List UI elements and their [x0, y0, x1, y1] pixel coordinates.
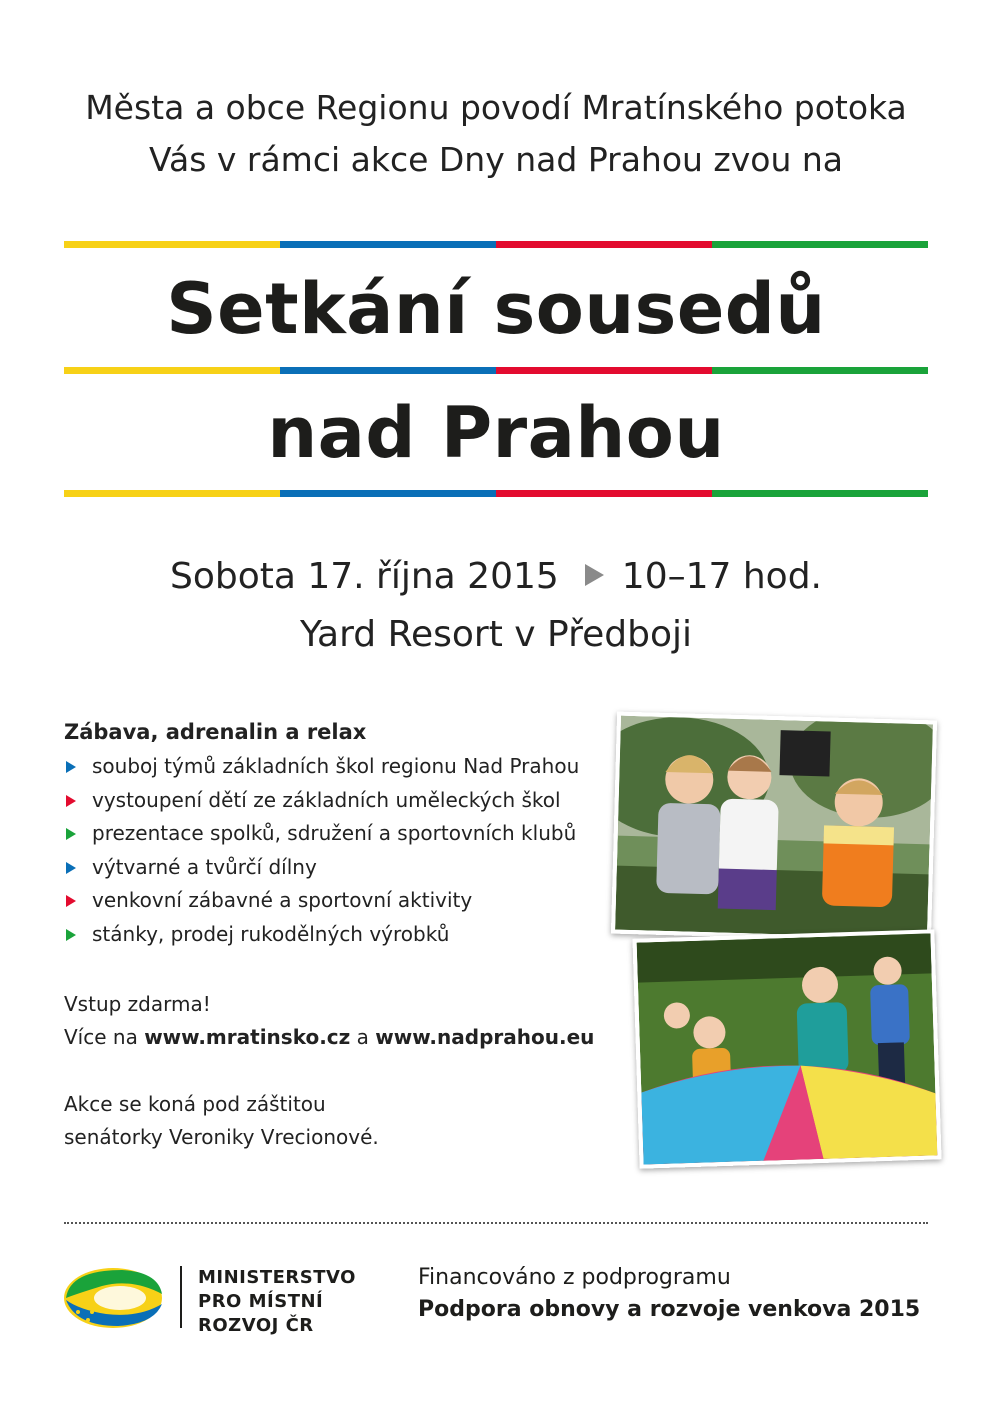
color-stripe-top	[64, 241, 928, 248]
title-line-2: nad Prahou	[267, 392, 725, 474]
bullet-triangle-icon	[66, 929, 76, 941]
logo-separator	[180, 1266, 182, 1328]
bullet-triangle-icon	[66, 862, 76, 874]
funding-line-2	[418, 1294, 920, 1326]
ministry-line-3: ROZVOJ ČR	[198, 1315, 314, 1336]
entry-info	[64, 988, 604, 1054]
ministry-logo	[62, 1264, 164, 1332]
funding-note	[418, 1262, 920, 1326]
bullet-triangle-icon	[66, 828, 76, 840]
program-list	[64, 750, 604, 952]
program-item	[64, 884, 604, 918]
photo-children-performing	[611, 712, 937, 943]
stripe-segment	[280, 367, 496, 374]
stripe-segment	[496, 367, 712, 374]
program-item-text: výtvarné a tvůrčí dílny	[92, 854, 317, 879]
more-info	[64, 1021, 604, 1054]
program-item	[64, 784, 604, 818]
ministry-line-1: MINISTERSTVO	[198, 1267, 356, 1288]
website-link-nadprahou[interactable]: www.nadprahou.eu	[375, 1024, 595, 1049]
stripe-segment	[64, 241, 280, 248]
entry-free: Vstup zdarma!	[64, 991, 211, 1016]
program-item	[64, 851, 604, 885]
color-stripe-middle	[64, 367, 928, 374]
funding-line-1: Financováno z podprogramu	[418, 1265, 731, 1290]
photo-children-parachute	[632, 929, 941, 1168]
program-item-text: souboj týmů základních škol regionu Nad Prahou	[92, 754, 580, 778]
ministry-name	[198, 1266, 356, 1338]
website-link-mratinsko[interactable]: www.mratinsko.cz	[144, 1024, 351, 1049]
event-time: 10–17 hod.	[621, 556, 822, 597]
event-datetime	[0, 556, 992, 597]
color-stripe-bottom	[64, 490, 928, 497]
stripe-segment	[496, 241, 712, 248]
patronage	[64, 1088, 604, 1154]
event-venue: Yard Resort v Předboji	[300, 614, 692, 655]
program-item	[64, 750, 604, 784]
stripe-segment	[712, 241, 928, 248]
stripe-segment	[712, 490, 928, 497]
program-section	[64, 720, 604, 1154]
stripe-segment	[64, 490, 280, 497]
intro-line-1: Města a obce Regionu povodí Mratínského potoka	[85, 88, 907, 127]
stripe-segment	[64, 367, 280, 374]
intro-line-2: Vás v rámci akce Dny nad Prahou zvou na	[148, 140, 844, 179]
program-item	[64, 918, 604, 952]
patron-line-2: senátorky Veroniky Vrecionové.	[64, 1124, 379, 1149]
patron-line-1: Akce se koná pod záštitou	[64, 1091, 326, 1116]
stripe-segment	[496, 490, 712, 497]
stripe-segment	[280, 241, 496, 248]
intro-text	[0, 82, 992, 186]
program-item-text: stánky, prodej rukodělných výrobků	[92, 921, 450, 946]
program-item	[64, 817, 604, 851]
stripe-segment	[280, 490, 496, 497]
ministry-line-2: PRO MÍSTNÍ	[198, 1291, 324, 1312]
event-date: Sobota 17. října 2015	[169, 556, 559, 597]
bullet-triangle-icon	[66, 795, 76, 807]
program-item-text: venkovní zábavné a sportovní aktivity	[92, 888, 473, 913]
title-line-1: Setkání sousedů	[166, 268, 826, 350]
photo-children-performing-image	[615, 716, 933, 939]
bullet-triangle-icon	[66, 895, 76, 907]
stripe-segment	[712, 367, 928, 374]
funding-program: Podpora obnovy a rozvoje venkova 2015	[418, 1297, 921, 1322]
ministry-emblem-icon	[62, 1264, 164, 1332]
bullet-triangle-icon	[66, 761, 76, 773]
footer-divider	[64, 1222, 928, 1224]
more-prefix: Více na	[64, 1024, 138, 1049]
arrow-right-icon	[585, 564, 604, 586]
program-item-text: vystoupení dětí ze základních uměleckých škol	[92, 787, 561, 812]
program-heading: Zábava, adrenalin a relax	[64, 720, 367, 744]
photo-children-parachute-image	[637, 933, 938, 1164]
program-item-text: prezentace spolků, sdružení a sportovních klubů	[92, 821, 577, 846]
conjunction: a	[356, 1024, 369, 1049]
